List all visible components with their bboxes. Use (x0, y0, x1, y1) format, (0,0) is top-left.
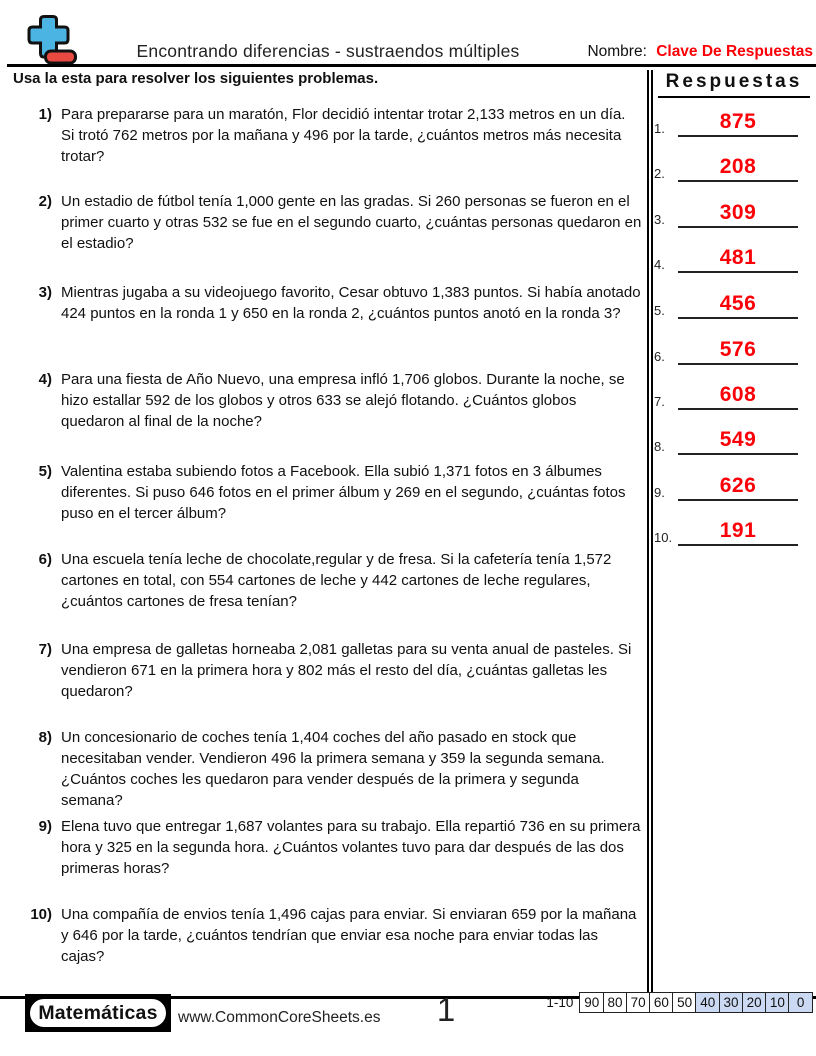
answer-value: 191 (719, 519, 757, 542)
problem-text: Elena tuvo que entregar 1,687 volantes para su trabajo. Ella repartió 736 en su primera hora y 325 en la segunda hora. ¿Cuántos volantes tuvo para dar después de las dos primeras horas? (61, 818, 641, 877)
answer-value: 608 (719, 383, 757, 406)
problem-item (24, 461, 642, 524)
answer-item (654, 109, 800, 137)
answer-number: 2. (654, 166, 665, 181)
score-grid (579, 992, 813, 1013)
answer-item (654, 291, 800, 319)
score-cell: 30 (719, 992, 744, 1013)
problem-item (24, 816, 642, 879)
answer-blank-line (678, 245, 798, 273)
answer-number: 1. (654, 121, 665, 136)
answer-number: 6. (654, 349, 665, 364)
answer-value: 875 (719, 110, 757, 133)
answer-blank-line (678, 518, 798, 546)
answer-value: 576 (719, 338, 757, 361)
problem-item (24, 549, 642, 612)
problem-text: Una escuela tenía leche de chocolate,regular y de fresa. Si la cafetería tenía 1,572 cartones en total, con 554 cartones de leche y 442 cartones de leche regulares, ¿cuántos cartones de fresa tenían? (61, 551, 612, 610)
problem-number: 5) (38, 463, 52, 480)
problem-item (24, 104, 642, 167)
score-cell: 90 (579, 992, 604, 1013)
answer-item (654, 200, 800, 228)
problem-text: Para una fiesta de Año Nuevo, una empresa infló 1,706 globos. Durante la noche, se hizo estallar 592 de los globos y otros 633 se alejó flotando. ¿Cuántos globos quedaron al final de la noche? (61, 371, 625, 430)
answer-number: 3. (654, 212, 665, 227)
answer-number: 5. (654, 303, 665, 318)
problem-number: 4) (38, 371, 52, 388)
score-cell: 60 (649, 992, 674, 1013)
instruction-text: Usa la esta para resolver los siguientes problemas. (13, 70, 379, 87)
answer-item (654, 245, 800, 273)
website-text: www.CommonCoreSheets.es (178, 1009, 381, 1026)
name-value: Clave De Respuestas (656, 43, 813, 60)
answer-number: 7. (654, 394, 665, 409)
problem-item (24, 369, 642, 432)
score-cell: 80 (603, 992, 628, 1013)
problem-item (24, 639, 642, 702)
score-cell: 40 (695, 992, 720, 1013)
problem-number: 9) (38, 818, 52, 835)
problem-number: 6) (38, 551, 52, 568)
answer-blank-line (678, 337, 798, 365)
page-number: 1 (436, 991, 456, 1028)
answer-item (654, 427, 800, 455)
answer-blank-line (678, 291, 798, 319)
subject-badge (25, 994, 171, 1032)
answer-blank-line (678, 473, 798, 501)
problem-item (24, 904, 642, 967)
answers-title: Respuestas (658, 71, 810, 98)
problem-number: 7) (38, 641, 52, 658)
score-range-label: 1-10 (546, 995, 574, 1010)
problem-text: Un concesionario de coches tenía 1,404 coches del año pasado en stock que necesitaban vender. Vendieron 496 la primera semana y 359 la segunda semana. ¿Cuántos coches les quedaron para vender después de la primera y segunda semana? (61, 729, 605, 809)
answer-value: 626 (719, 474, 757, 497)
problem-text: Para prepararse para un maratón, Flor decidió intentar trotar 2,133 metros en un día. Si trotó 762 metros por la mañana y 496 por la tarde, ¿cuántos metros más necesita trotar? (61, 106, 626, 165)
problem-text: Una compañía de envios tenía 1,496 cajas para enviar. Si enviaran 659 por la mañana y 646 por la tarde, ¿cuántos tendrían que enviar esa noche para enviar todas las cajas? (61, 906, 637, 965)
problem-number: 3) (38, 284, 52, 301)
answer-blank-line (678, 200, 798, 228)
answers-column-divider (647, 70, 653, 995)
problem-text: Un estadio de fútbol tenía 1,000 gente en las gradas. Si 260 personas se fueron en el primer cuarto y otras 532 se fue en el segundo cuarto, ¿cuántas personas quedaron en el estadio? (61, 193, 642, 252)
answer-number: 10. (654, 530, 673, 545)
score-cell: 10 (765, 992, 790, 1013)
answer-number: 4. (654, 257, 665, 272)
score-table (546, 992, 813, 1013)
problem-item (24, 191, 642, 254)
problem-number: 8) (38, 729, 52, 746)
problem-text: Mientras jugaba a su videojuego favorito, Cesar obtuvo 1,383 puntos. Si había anotado 424 puntos en la ronda 1 y 650 en la ronda 2, ¿cuántos puntos anotó en la ronda 3? (61, 284, 641, 322)
answer-item (654, 337, 800, 365)
name-label: Nombre: (587, 43, 647, 60)
problem-item (24, 282, 642, 324)
score-cell: 20 (742, 992, 767, 1013)
problem-text: Una empresa de galletas horneaba 2,081 galletas para su venta anual de pasteles. Si vendieron 671 en la primera hora y 802 más el resto del día, ¿cuántas galletas les quedaron? (61, 641, 632, 700)
problem-number: 2) (38, 193, 52, 210)
answer-item (654, 473, 800, 501)
answer-value: 309 (719, 201, 757, 224)
score-cell: 70 (626, 992, 651, 1013)
problem-number: 1) (38, 106, 52, 123)
score-cell: 50 (672, 992, 697, 1013)
subject-badge-label: Matemáticas (28, 997, 168, 1029)
page-title: Encontrando diferencias - sustraendos múltiples (136, 41, 520, 61)
answer-value: 456 (719, 292, 757, 315)
problem-item (24, 727, 642, 811)
score-cell: 0 (788, 992, 813, 1013)
answer-item (654, 382, 800, 410)
answer-item (654, 154, 800, 182)
answer-number: 9. (654, 485, 665, 500)
problem-text: Valentina estaba subiendo fotos a Facebook. Ella subió 1,371 fotos en 3 álbumes diferentes. Si puso 646 fotos en el primer álbum y 269 en el segundo, ¿cuántas fotos puso en el tercer álbum? (61, 463, 626, 522)
answer-value: 208 (719, 155, 757, 178)
answer-item (654, 518, 800, 546)
answer-value: 481 (719, 246, 757, 269)
answer-blank-line (678, 154, 798, 182)
answer-blank-line (678, 109, 798, 137)
problem-number: 10) (30, 906, 52, 923)
answer-blank-line (678, 427, 798, 455)
answer-value: 549 (719, 428, 757, 451)
answer-blank-line (678, 382, 798, 410)
answer-number: 8. (654, 439, 665, 454)
